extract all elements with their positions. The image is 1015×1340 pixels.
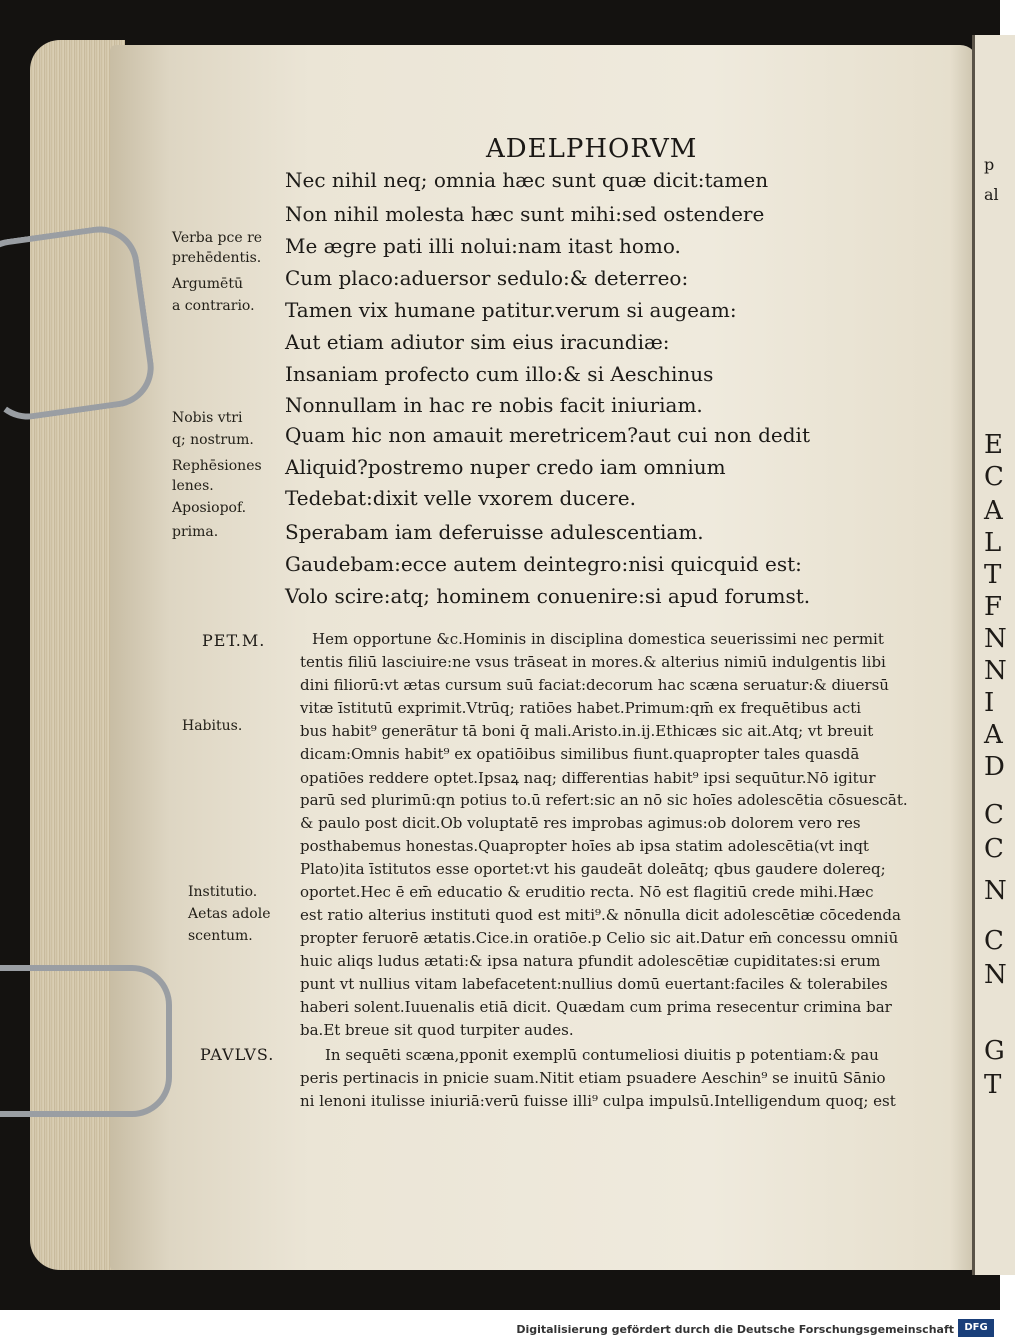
margin-note: Aetas adole xyxy=(188,906,271,922)
commentary-line: vitæ īstitutū exprimit.Vtrūq; ratiōes habet.Primum:qm̄ ex frequētibus acti xyxy=(300,699,862,717)
verse-line: Quam hic non amauit meretricem?aut cui non dedit xyxy=(285,423,810,447)
facing-page-fragment: p xyxy=(984,155,995,174)
commentary-line: propter feruorē ætatis.Cice.in oratiōe.p Celio sic ait.Datur em̄ concessu omniū xyxy=(300,929,899,947)
verse-line: Sperabam iam deferuisse adulescentiam. xyxy=(285,520,704,544)
margin-note: prima. xyxy=(172,524,219,540)
facing-page-letter: E xyxy=(984,430,1003,460)
verse-line: Tamen vix humane patitur.verum si augeam: xyxy=(285,298,737,322)
dfg-logo: DFG xyxy=(958,1319,994,1337)
verse-line: Me ægre pati illi nolui:nam itast homo. xyxy=(285,234,681,258)
verse-line: Aliquid?postremo nuper credo iam omnium xyxy=(285,455,726,479)
margin-note: prehēdentis. xyxy=(172,250,262,266)
facing-page-letter: L xyxy=(984,528,1002,558)
margin-note: a contrario. xyxy=(172,298,255,314)
commentary-line: ni lenoni itulisse iniuriā:verū fuisse illi⁹ culpa impulsū.Intelligendum quoq; est xyxy=(300,1092,896,1110)
digitization-credit: Digitalisierung gefördert durch die Deutsche Forschungsgemeinschaft xyxy=(516,1323,954,1336)
facing-page-fragment: al xyxy=(984,185,999,204)
margin-note: Argumētū xyxy=(172,276,243,292)
commentary-line: dini filiorū:vt ætas cursum suū faciat:decorum hac scæna seruatur:& diuersū xyxy=(300,676,889,694)
margin-note: q; nostrum. xyxy=(172,432,254,448)
facing-page-letter: N xyxy=(984,876,1007,906)
margin-note: scentum. xyxy=(188,928,253,944)
verse-line: Tedebat:dixit velle vxorem ducere. xyxy=(285,486,636,510)
paper-clip-icon xyxy=(0,221,159,424)
facing-page-letter: C xyxy=(984,462,1004,492)
commentary-line: Hem opportune &c.Hominis in disciplina domestica seuerissimi nec permit xyxy=(312,630,884,648)
margin-note: Rephēsiones xyxy=(172,458,262,474)
facing-page-letter: T xyxy=(984,560,1002,590)
facing-page-letter: I xyxy=(984,688,995,718)
margin-note: lenes. xyxy=(172,478,214,494)
verse-line: Aut etiam adiutor sim eius iracundiæ: xyxy=(285,330,670,354)
commentary-line: tentis filiū lasciuire:ne vsus trāseat in mores.& alterius nimiū indulgentis libi xyxy=(300,653,886,671)
facing-page-letter: N xyxy=(984,960,1007,990)
commentary-line: peris pertinacis in pnicie suam.Nitit etiam psuadere Aeschin⁹ se inuitū Sānio xyxy=(300,1069,886,1087)
margin-note: Verba pce re xyxy=(172,230,263,246)
commentary-line: bus habit⁹ generātur tā boni q̄ mali.Aristo.in.ij.Ethicæs sic ait.Atq; vt breuit xyxy=(300,722,874,740)
paper-clip-icon xyxy=(0,965,172,1117)
commentary-line: posthabemus honestas.Quapropter hoīes ab ipsa statim adolescētia(vt inqt xyxy=(300,837,869,855)
facing-page-letter: D xyxy=(984,752,1005,782)
facing-page-letter: C xyxy=(984,926,1004,956)
commentary-line: punt vt nullius vitam labefacetent:nullius domū euertant:faciles & tolerabiles xyxy=(300,975,888,993)
verse-line: Nonnullam in hac re nobis facit iniuriam. xyxy=(285,393,703,417)
facing-page-letter: A xyxy=(984,720,1003,750)
verse-line: Gaudebam:ecce autem deintegro:nisi quicquid est: xyxy=(285,552,802,576)
margin-note: Habitus. xyxy=(182,718,243,734)
facing-page-letter: C xyxy=(984,834,1004,864)
commentary-line: Plato)ita īstitutos esse oportet:vt his gaudeāt doleātq; qbus gaudere dolereq; xyxy=(300,860,886,878)
commentary-speaker: PAVLVS. xyxy=(200,1045,275,1064)
verse-line: Nec nihil neq; omnia hæc sunt quæ dicit:tamen xyxy=(285,168,769,192)
commentary-speaker: PET.M. xyxy=(202,631,266,650)
commentary-line: oportet.Hec ē em̄ educatio & eruditio recta. Nō est flagitiū crede mihi.Hæc xyxy=(300,883,874,901)
margin-note: Nobis vtri xyxy=(172,410,243,426)
margin-note: Institutio. xyxy=(188,884,258,900)
verse-line: Non nihil molesta hæc sunt mihi:sed ostendere xyxy=(285,202,765,226)
commentary-line: haberi solent.Iuuenalis etiā dicit. Quædam cum prima resecentur crimina bar xyxy=(300,998,892,1016)
commentary-line: ba.Et breue sit quod turpiter audes. xyxy=(300,1021,574,1039)
commentary-line: opatiōes reddere optet.Ipsaꝝ naq; differentias habit⁹ ipsi sequūtur.Nō igitur xyxy=(300,769,876,787)
commentary-line: dicam:Omnis habit⁹ ex opatiōibus similibus fiunt.quapropter tales quasdā xyxy=(300,745,860,763)
commentary-line: & paulo post dicit.Ob voluptatē res improbas agimus:ob dolorem vero res xyxy=(300,814,861,832)
verse-line: Cum placo:aduersor sedulo:& deterreo: xyxy=(285,266,689,290)
commentary-line: In sequēti scæna,pponit exemplū contumeliosi diuitis p potentiam:& pau xyxy=(325,1046,879,1064)
facing-page-letter: C xyxy=(984,800,1004,830)
running-header: ADELPHORVM xyxy=(486,134,698,164)
margin-note: Aposiopof. xyxy=(172,500,247,516)
facing-page-letter: N xyxy=(984,656,1007,686)
facing-page-letter: A xyxy=(984,496,1003,526)
facing-page-letter: F xyxy=(984,592,1003,622)
facing-page-letter: T xyxy=(984,1070,1002,1100)
commentary-line: huic aliqs ludus ætati:& ipsa natura pfundit adolescētiæ cupiditates:si erum xyxy=(300,952,881,970)
verse-line: Volo scire:atq; hominem conuenire:si apud forumst. xyxy=(285,584,811,608)
verse-line: Insaniam profecto cum illo:& si Aeschinus xyxy=(285,362,714,386)
commentary-line: est ratio alterius instituti quod est miti⁹.& nōnulla dicit adolescētiæ cōcedenda xyxy=(300,906,901,924)
facing-page-letter: N xyxy=(984,624,1007,654)
facing-page-letter: G xyxy=(984,1036,1005,1066)
commentary-line: parū sed plurimū:qn potius to.ū refert:sic an nō sic hoīes adolescētia cōsuescāt. xyxy=(300,791,908,809)
